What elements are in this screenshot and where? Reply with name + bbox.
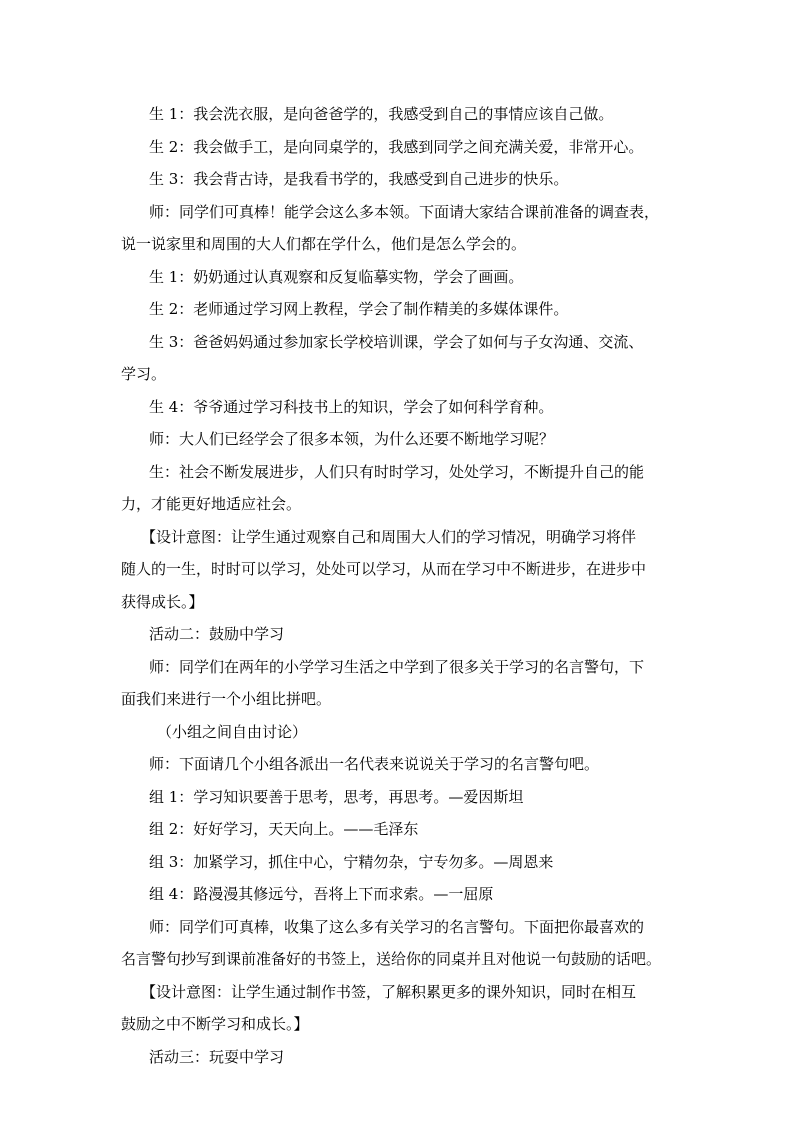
teacher-bookmark-line-1: 师：同学们可真棒，收集了这么多有关学习的名言警句。下面把你最喜欢的 xyxy=(149,917,645,936)
student-1-grandma: 生 1：奶奶通过认真观察和反复临摹实物，学会了画画。 xyxy=(149,267,524,286)
teacher-quotes-line-2: 面我们来进行一个小组比拼吧。 xyxy=(121,690,332,708)
design-intent-2-line-1: 【设计意图：让学生通过制作书签，了解积累更多的课外知识，同时在相互 xyxy=(141,982,637,1001)
group-4-quote: 组 4：路漫漫其修远兮，吾将上下而求索。—一屈原 xyxy=(149,885,494,903)
group-2-quote: 组 2：好好学习，天天向上。——毛泽东 xyxy=(149,820,419,838)
design-intent-1-line-1: 【设计意图：让学生通过观察自己和周围大人们的学习情况，明确学习将伴 xyxy=(141,527,637,546)
design-intent-2-line-2: 鼓励之中不断学习和成长。】 xyxy=(121,1015,309,1033)
teacher-representatives: 师：下面请几个小组各派出一名代表来说说关于学习的名言警句吧。 xyxy=(149,755,600,773)
design-intent-1-line-2: 随人的一生，时时可以学习，处处可以学习，从而在学习中不断进步，在进步中 xyxy=(121,560,647,578)
teacher-survey-line-1: 师：同学们可真棒！能学会这么多本领。下面请大家结合课前准备的调查表， xyxy=(149,202,660,221)
student-1-laundry: 生 1：我会洗衣服，是向爸爸学的，我感受到自己的事情应该自己做。 xyxy=(149,105,614,123)
student-answer-line-2: 力，才能更好地适应社会。 xyxy=(121,495,302,513)
student-answer-line-1: 生：社会不断发展进步，人们只有时时学习，处处学习，不断提升自己的能 xyxy=(149,462,645,481)
document-body xyxy=(121,98,673,1073)
student-2-handcraft: 生 2：我会做手工，是向同桌学的，我感到同学之间充满关爱，非常开心。 xyxy=(149,137,644,156)
student-3-poetry: 生 3：我会背古诗，是我看书学的，我感受到自己进步的快乐。 xyxy=(149,170,569,188)
teacher-bookmark-line-2: 名言警句抄写到课前准备好的书签上，送给你的同桌并且对他说一句鼓励的话吧。 xyxy=(121,950,662,968)
student-2-teacher: 生 2：老师通过学习网上教程，学会了制作精美的多媒体课件。 xyxy=(149,300,569,318)
activity-2-heading: 活动二：鼓励中学习 xyxy=(149,625,285,643)
activity-3-heading: 活动三：玩耍中学习 xyxy=(149,1047,285,1066)
design-intent-1-line-3: 获得成长。】 xyxy=(121,592,204,611)
student-3-parents-line-1: 生 3：爸爸妈妈通过参加家长学校培训课，学会了如何与子女沟通、交流、 xyxy=(149,332,644,351)
student-3-parents-line-2: 学习。 xyxy=(121,365,167,383)
group-discussion-note: （小组之间自由讨论） xyxy=(157,722,308,741)
teacher-question: 师：大人们已经学会了很多本领，为什么还要不断地学习呢？ xyxy=(149,430,555,448)
student-4-grandpa: 生 4：爷爷通过学习科技书上的知识，学会了如何科学育种。 xyxy=(149,397,554,416)
group-3-quote: 组 3：加紧学习，抓住中心，宁精勿杂，宁专勿多。—周恩来 xyxy=(149,852,554,871)
teacher-survey-line-2: 说一说家里和周围的大人们都在学什么，他们是怎么学会的。 xyxy=(121,235,527,253)
teacher-quotes-line-1: 师：同学们在两年的小学学习生活之中学到了很多关于学习的名言警句，下 xyxy=(149,657,645,676)
group-1-quote: 组 1：学习知识要善于思考，思考，再思考。—爱因斯坦 xyxy=(149,787,524,806)
